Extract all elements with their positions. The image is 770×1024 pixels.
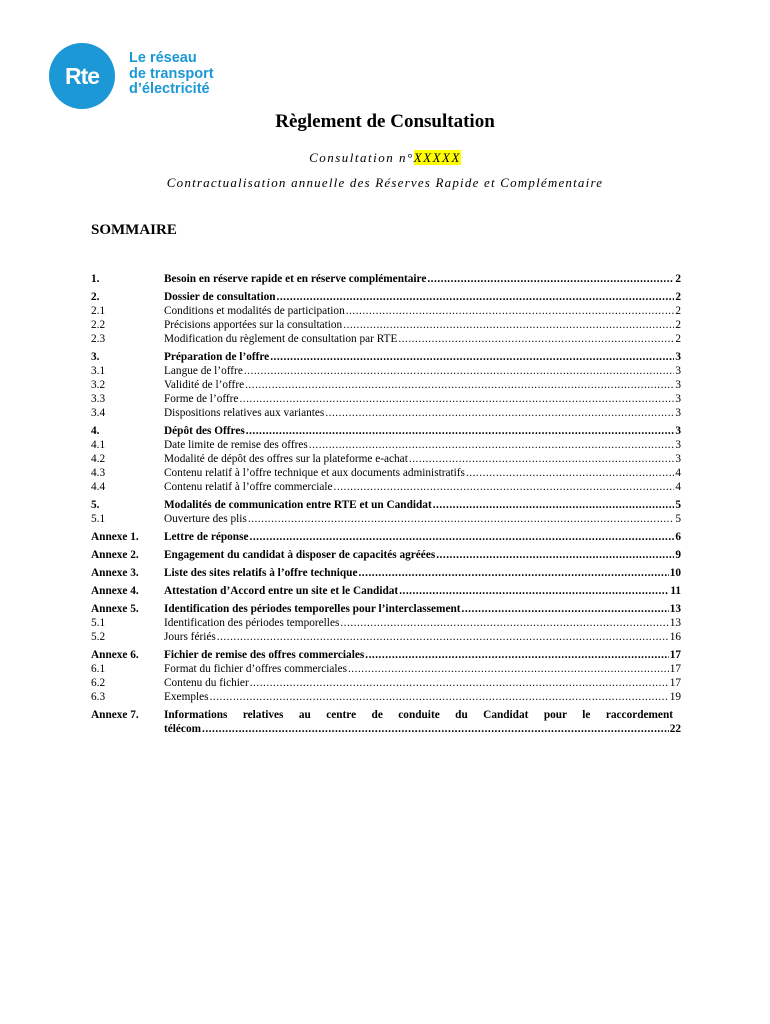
toc-entry-page: 22 bbox=[669, 723, 681, 735]
toc-entry-label: Dispositions relatives aux variantes bbox=[164, 407, 325, 419]
toc-entry-number: 3.1 bbox=[91, 365, 106, 377]
toc-leader-dots bbox=[277, 290, 675, 304]
toc-entry[interactable] bbox=[91, 708, 681, 722]
toc-entry-page: 13 bbox=[669, 603, 681, 615]
toc-entry-label: Identification des périodes temporelles pour l’interclassement bbox=[164, 603, 461, 615]
toc-entry-page: 3 bbox=[675, 351, 681, 363]
toc-entry[interactable] bbox=[91, 662, 681, 676]
consultation-number bbox=[0, 150, 770, 166]
toc-leader-dots bbox=[433, 498, 675, 512]
toc-leader-dots bbox=[202, 722, 669, 736]
toc-entry-label: Conditions et modalités de participation bbox=[164, 305, 345, 317]
toc-entry-number: 3.2 bbox=[91, 379, 106, 391]
toc-entry[interactable] bbox=[91, 616, 681, 630]
toc-leader-dots bbox=[217, 630, 669, 644]
toc-entry-number: Annexe 6. bbox=[91, 649, 139, 661]
toc-entry-page: 10 bbox=[669, 567, 681, 579]
toc-entry[interactable] bbox=[91, 304, 681, 318]
toc-entry-page: 2 bbox=[675, 319, 681, 331]
toc-entry-page: 13 bbox=[669, 617, 681, 629]
toc-leader-dots bbox=[348, 662, 669, 676]
toc-leader-dots bbox=[340, 616, 668, 630]
consultation-number-value: XXXXX bbox=[413, 150, 461, 165]
toc-entry[interactable] bbox=[91, 512, 681, 526]
toc-entry-page: 19 bbox=[669, 691, 681, 703]
toc-leader-dots bbox=[365, 648, 668, 662]
toc-entry-page: 3 bbox=[675, 393, 681, 405]
toc-entry-number: 6.2 bbox=[91, 677, 106, 689]
toc-entry-page: 6 bbox=[675, 531, 681, 543]
toc-entry-continuation[interactable] bbox=[91, 722, 681, 736]
toc-entry-number: 4.2 bbox=[91, 453, 106, 465]
toc-entry-number: 6.3 bbox=[91, 691, 106, 703]
toc-entry-page: 4 bbox=[675, 467, 681, 479]
toc-entry[interactable] bbox=[91, 530, 681, 544]
rte-logo-text bbox=[129, 51, 214, 98]
toc-entry[interactable] bbox=[91, 466, 681, 480]
toc-leader-dots bbox=[250, 676, 669, 690]
toc-entry[interactable] bbox=[91, 630, 681, 644]
toc-entry-label: Validité de l’offre bbox=[164, 379, 245, 391]
toc-entry-page: 5 bbox=[675, 513, 681, 525]
toc-leader-dots bbox=[427, 272, 674, 286]
toc-entry-page: 3 bbox=[675, 439, 681, 451]
toc-entry[interactable] bbox=[91, 690, 681, 704]
toc-entry-page: 3 bbox=[675, 453, 681, 465]
toc-entry-page: 2 bbox=[675, 291, 681, 303]
toc-entry-number: 3.4 bbox=[91, 407, 106, 419]
toc-entry-number: Annexe 5. bbox=[91, 603, 139, 615]
toc-entry-number: 2. bbox=[91, 291, 100, 303]
toc-entry-label: Informations relatives au centre de conduite du Candidat pour le raccordement bbox=[164, 709, 673, 721]
toc-leader-dots bbox=[210, 690, 669, 704]
toc-entry[interactable] bbox=[91, 364, 681, 378]
toc-entry[interactable] bbox=[91, 648, 681, 662]
toc-leader-dots bbox=[248, 512, 675, 526]
toc-entry-label: Précisions apportées sur la consultation bbox=[164, 319, 343, 331]
toc-entry-label: Préparation de l’offre bbox=[164, 351, 270, 363]
document-title: Règlement de Consultation bbox=[275, 111, 495, 132]
toc-entry-number: 2.2 bbox=[91, 319, 106, 331]
toc-entry-number: Annexe 1. bbox=[91, 531, 139, 543]
toc-entry-number: 5.1 bbox=[91, 513, 106, 525]
toc-entry-number: 4.1 bbox=[91, 439, 106, 451]
toc-leader-dots bbox=[250, 530, 675, 544]
toc-entry-number: 3.3 bbox=[91, 393, 106, 405]
toc-entry-label: Format du fichier d’offres commerciales bbox=[164, 663, 347, 675]
toc-leader-dots bbox=[398, 332, 674, 346]
toc-entry-number: 2.3 bbox=[91, 333, 106, 345]
toc-entry[interactable] bbox=[91, 438, 681, 452]
toc-entry-number: 5. bbox=[91, 499, 100, 511]
toc-entry-label: Contenu du fichier bbox=[164, 677, 249, 689]
toc-entry-page: 3 bbox=[675, 425, 681, 437]
toc-entry-number: 3. bbox=[91, 351, 100, 363]
logo-line-2: de transport bbox=[129, 65, 214, 82]
toc-entry[interactable] bbox=[91, 392, 681, 406]
toc-entry[interactable] bbox=[91, 480, 681, 494]
toc-entry-page: 9 bbox=[675, 549, 681, 561]
toc-entry-label: Attestation d’Accord entre un site et le Candidat bbox=[164, 585, 399, 597]
toc-entry-page: 3 bbox=[675, 365, 681, 377]
consultation-prefix: Consultation n° bbox=[309, 150, 414, 165]
toc-entry-label: Date limite de remise des offres bbox=[164, 439, 308, 451]
toc-leader-dots bbox=[246, 424, 675, 438]
toc-entry[interactable] bbox=[91, 498, 681, 512]
toc-entry-label: Liste des sites relatifs à l’offre technique bbox=[164, 567, 358, 579]
toc-entry[interactable] bbox=[91, 548, 681, 562]
toc-leader-dots bbox=[244, 364, 675, 378]
toc-entry-page: 2 bbox=[675, 273, 681, 285]
toc-entry-label: Modalités de communication entre RTE et un Candidat bbox=[164, 499, 432, 511]
sommaire-heading: SOMMAIRE bbox=[91, 222, 177, 238]
toc-entry-page: 17 bbox=[669, 663, 681, 675]
toc-leader-dots bbox=[270, 350, 674, 364]
toc-entry-label: Langue de l’offre bbox=[164, 365, 243, 377]
toc-entry-number: Annexe 2. bbox=[91, 549, 139, 561]
toc-entry[interactable] bbox=[91, 332, 681, 346]
toc-entry-number: 5.2 bbox=[91, 631, 106, 643]
logo-line-3: d’électricité bbox=[129, 81, 210, 97]
toc-entry-number: 4.4 bbox=[91, 481, 106, 493]
toc-entry[interactable] bbox=[91, 566, 681, 580]
toc-entry-label: télécom bbox=[164, 723, 202, 735]
toc-entry-page: 2 bbox=[675, 333, 681, 345]
toc-leader-dots bbox=[466, 466, 674, 480]
toc-entry-page: 5 bbox=[675, 499, 681, 511]
toc-entry[interactable] bbox=[91, 272, 681, 286]
toc-entry-number: Annexe 4. bbox=[91, 585, 139, 597]
toc-entry[interactable] bbox=[91, 676, 681, 690]
toc-entry-label: Contenu relatif à l’offre commerciale bbox=[164, 481, 333, 493]
toc-entry[interactable] bbox=[91, 584, 681, 598]
toc-entry[interactable] bbox=[91, 350, 681, 364]
toc-entry-page: 16 bbox=[669, 631, 681, 643]
toc-entry-label: Modification du règlement de consultation par RTE bbox=[164, 333, 398, 345]
toc-entry-page: 11 bbox=[670, 585, 681, 597]
toc-entry-number: Annexe 7. bbox=[91, 709, 139, 721]
toc-leader-dots bbox=[245, 378, 674, 392]
toc-entry[interactable] bbox=[91, 424, 681, 438]
toc-entry[interactable] bbox=[91, 318, 681, 332]
toc-leader-dots bbox=[436, 548, 674, 562]
rte-logo-mark: Rte bbox=[49, 43, 115, 109]
toc-entry-page: 3 bbox=[675, 407, 681, 419]
toc-entry-page: 2 bbox=[675, 305, 681, 317]
toc-entry[interactable] bbox=[91, 452, 681, 466]
document-subtitle: Contractualisation annuelle des Réserves Rapide et Complémentaire bbox=[166, 175, 604, 190]
toc-leader-dots bbox=[409, 452, 675, 466]
toc-entry[interactable] bbox=[91, 290, 681, 304]
toc-entry-label: Exemples bbox=[164, 691, 209, 703]
toc-entry-number: 6.1 bbox=[91, 663, 106, 675]
toc-entry-page: 17 bbox=[669, 677, 681, 689]
toc-entry-number: 4. bbox=[91, 425, 100, 437]
toc-entry-label: Dépôt des Offres bbox=[164, 425, 245, 437]
toc-entry[interactable] bbox=[91, 378, 681, 392]
toc-leader-dots bbox=[399, 584, 669, 598]
toc-entry-number: Annexe 3. bbox=[91, 567, 139, 579]
rte-logo bbox=[49, 40, 229, 110]
toc-entry-page: 4 bbox=[675, 481, 681, 493]
toc-entry-label: Jours fériés bbox=[164, 631, 216, 643]
toc-leader-dots bbox=[309, 438, 675, 452]
logo-line-1: Le réseau bbox=[129, 50, 197, 66]
toc-entry-label: Forme de l’offre bbox=[164, 393, 239, 405]
toc-leader-dots bbox=[239, 392, 674, 406]
toc-entry-label: Lettre de réponse bbox=[164, 531, 249, 543]
toc-entry-label: Ouverture des plis bbox=[164, 513, 247, 525]
toc-entry-number: 1. bbox=[91, 273, 100, 285]
toc-leader-dots bbox=[462, 602, 669, 616]
toc-entry-label: Fichier de remise des offres commerciales bbox=[164, 649, 365, 661]
toc-entry-label: Dossier de consultation bbox=[164, 291, 276, 303]
toc-entry[interactable] bbox=[91, 406, 681, 420]
toc-entry-number: 5.1 bbox=[91, 617, 106, 629]
toc-leader-dots bbox=[325, 406, 674, 420]
toc-entry-number: 2.1 bbox=[91, 305, 106, 317]
toc-leader-dots bbox=[343, 318, 674, 332]
toc-entry-label: Besoin en réserve rapide et en réserve complémentaire bbox=[164, 273, 427, 285]
toc-leader-dots bbox=[358, 566, 668, 580]
toc-entry-page: 3 bbox=[675, 379, 681, 391]
toc-leader-dots bbox=[334, 480, 675, 494]
toc-entry-label: Identification des périodes temporelles bbox=[164, 617, 340, 629]
toc-entry-number: 4.3 bbox=[91, 467, 106, 479]
toc-entry[interactable] bbox=[91, 602, 681, 616]
toc-entry-label: Contenu relatif à l’offre technique et aux documents administratifs bbox=[164, 467, 465, 479]
toc-entry-label: Modalité de dépôt des offres sur la plateforme e-achat bbox=[164, 453, 408, 465]
toc-leader-dots bbox=[346, 304, 675, 318]
toc-entry-page: 17 bbox=[669, 649, 681, 661]
toc-entry-label: Engagement du candidat à disposer de capacités agréées bbox=[164, 549, 436, 561]
